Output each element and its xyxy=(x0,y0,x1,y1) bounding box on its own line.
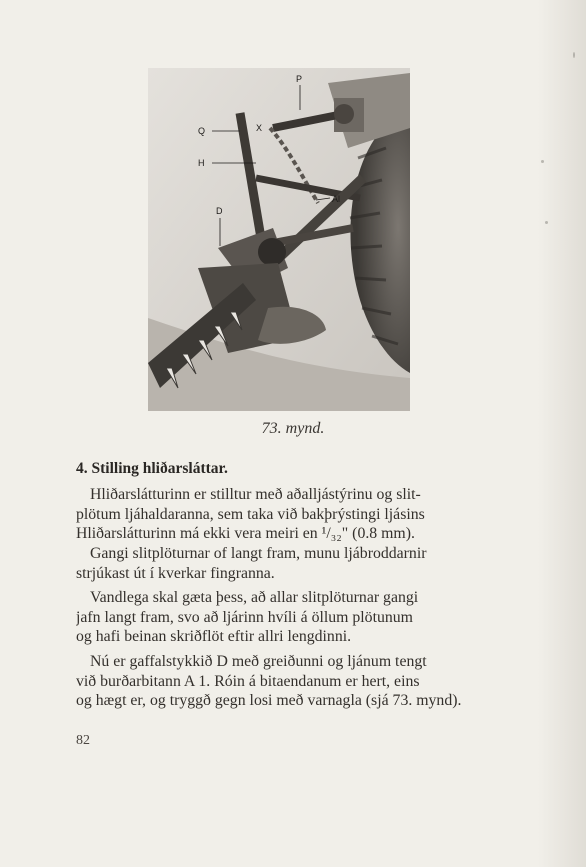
paragraph-line: Hliðarslátturinn má ekki vera meiri en ¹/₃₂" (0.8 mm). xyxy=(76,525,415,543)
paper-speck xyxy=(545,221,548,224)
figure-label-al: Al xyxy=(332,194,341,204)
paragraph-3 xyxy=(76,588,500,647)
figure-label-p: P xyxy=(296,74,303,84)
paragraph-line: strjúkast út í kverkar fingranna. xyxy=(76,564,275,582)
figure-caption: 73. mynd. xyxy=(261,420,325,437)
figure-label-h: H xyxy=(198,158,205,168)
paragraph-2 xyxy=(76,544,500,583)
paragraph-line: Nú er gaffalstykkið D með greiðunni og ljánum tengt xyxy=(90,653,427,670)
paragraph-line: Gangi slitplöturnar of langt fram, munu ljábroddarnir xyxy=(90,545,427,562)
paragraph-line: plötum ljáhaldaranna, sem taka við bakþrýstingi ljásins xyxy=(76,505,425,523)
paper-speck xyxy=(573,52,575,58)
paragraph-4 xyxy=(76,652,500,711)
paragraph-line: Hliðarslátturinn er stilltur með aðalljástýrinu og slit- xyxy=(90,486,421,503)
figure-label-d: D xyxy=(216,206,223,216)
paragraph-line: jafn langt fram, svo að ljárinn hvíli á öllum plötunum xyxy=(76,608,413,626)
paper-speck xyxy=(541,160,544,163)
paragraph-1 xyxy=(76,485,500,544)
mower-illustration xyxy=(148,68,410,411)
section-heading: 4. Stilling hliðarsláttar. xyxy=(76,460,228,477)
figure-label-x: X xyxy=(256,123,263,133)
figure-label-q: Q xyxy=(198,126,206,136)
paragraph-line: og hægt er, og tryggð gegn losi með varnagla (sjá 73. mynd). xyxy=(76,692,462,710)
paragraph-line: og hafi beinan skriðflöt eftir allri lengdinni. xyxy=(76,628,352,646)
paragraph-line: við burðarbitann A 1. Róin á bitaendanum er hert, eins xyxy=(76,672,420,690)
page-number: 82 xyxy=(76,733,90,748)
mower-photograph xyxy=(148,68,410,411)
paragraph-line: Vandlega skal gæta þess, að allar slitplöturnar gangi xyxy=(90,589,419,606)
